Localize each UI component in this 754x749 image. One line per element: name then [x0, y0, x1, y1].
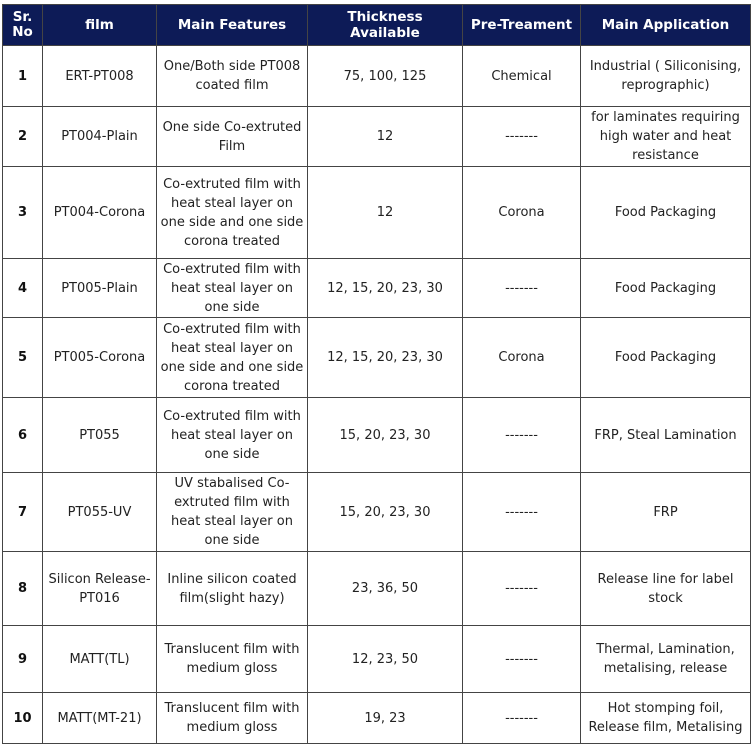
features-cell: One/Both side PT008 coated film [157, 46, 308, 107]
application-cell: Thermal, Lamination, metalising, release [581, 626, 751, 693]
application-cell: FRP [581, 473, 751, 552]
sr-no-cell: 5 [3, 318, 43, 398]
film-cell: PT005-Corona [43, 318, 157, 398]
film-spec-table-container [2, 4, 751, 744]
pretreatment-cell: ------- [463, 107, 581, 167]
application-cell: Hot stomping foil, Release film, Metalising [581, 693, 751, 744]
sr-no-cell: 6 [3, 398, 43, 473]
header-thickness: Thickness Available [308, 5, 463, 46]
features-cell: Translucent film with medium gloss [157, 693, 308, 744]
pretreatment-cell: Corona [463, 318, 581, 398]
pretreatment-cell: ------- [463, 626, 581, 693]
header-pre-treatment: Pre-Treament [463, 5, 581, 46]
header-row [3, 5, 751, 46]
film-cell: PT004-Plain [43, 107, 157, 167]
sr-no-cell: 1 [3, 46, 43, 107]
table-row [3, 693, 751, 744]
sr-no-cell: 3 [3, 167, 43, 259]
film-cell: ERT-PT008 [43, 46, 157, 107]
application-cell: for laminates requiring high water and heat resistance [581, 107, 751, 167]
application-cell: Industrial ( Siliconising, reprographic) [581, 46, 751, 107]
table-row [3, 46, 751, 107]
table-row [3, 398, 751, 473]
header-sr-no: Sr. No [3, 5, 43, 46]
pretreatment-cell: ------- [463, 473, 581, 552]
sr-no-cell: 4 [3, 259, 43, 318]
sr-no-cell: 9 [3, 626, 43, 693]
sr-no-cell: 10 [3, 693, 43, 744]
thickness-cell: 15, 20, 23, 30 [308, 473, 463, 552]
application-cell: Food Packaging [581, 318, 751, 398]
film-cell: MATT(MT-21) [43, 693, 157, 744]
pretreatment-cell: ------- [463, 693, 581, 744]
pretreatment-cell: ------- [463, 552, 581, 626]
application-cell: Release line for label stock [581, 552, 751, 626]
features-cell: One side Co-extruted Film [157, 107, 308, 167]
thickness-cell: 12 [308, 107, 463, 167]
sr-no-cell: 8 [3, 552, 43, 626]
film-cell: PT004-Corona [43, 167, 157, 259]
features-cell: Co-extruted film with heat steal layer on one side [157, 259, 308, 318]
table-row [3, 552, 751, 626]
header-film: film [43, 5, 157, 46]
features-cell: Inline silicon coated film(slight hazy) [157, 552, 308, 626]
thickness-cell: 12, 23, 50 [308, 626, 463, 693]
film-cell: Silicon Release-PT016 [43, 552, 157, 626]
film-cell: PT055 [43, 398, 157, 473]
thickness-cell: 19, 23 [308, 693, 463, 744]
table-row [3, 626, 751, 693]
header-main-features: Main Features [157, 5, 308, 46]
application-cell: FRP, Steal Lamination [581, 398, 751, 473]
table-row [3, 473, 751, 552]
header-main-application: Main Application [581, 5, 751, 46]
table-row [3, 167, 751, 259]
film-cell: MATT(TL) [43, 626, 157, 693]
features-cell: UV stabalised Co-extruted film with heat steal layer on one side [157, 473, 308, 552]
thickness-cell: 75, 100, 125 [308, 46, 463, 107]
thickness-cell: 23, 36, 50 [308, 552, 463, 626]
thickness-cell: 12, 15, 20, 23, 30 [308, 318, 463, 398]
application-cell: Food Packaging [581, 167, 751, 259]
features-cell: Co-extruted film with heat steal layer on one side and one side corona treated [157, 167, 308, 259]
pretreatment-cell: Chemical [463, 46, 581, 107]
film-spec-table [2, 4, 751, 744]
sr-no-cell: 7 [3, 473, 43, 552]
table-row [3, 259, 751, 318]
sr-no-cell: 2 [3, 107, 43, 167]
features-cell: Translucent film with medium gloss [157, 626, 308, 693]
thickness-cell: 15, 20, 23, 30 [308, 398, 463, 473]
pretreatment-cell: Corona [463, 167, 581, 259]
thickness-cell: 12 [308, 167, 463, 259]
film-cell: PT055-UV [43, 473, 157, 552]
features-cell: Co-extruted film with heat steal layer on one side [157, 398, 308, 473]
pretreatment-cell: ------- [463, 398, 581, 473]
features-cell: Co-extruted film with heat steal layer on one side and one side corona treated [157, 318, 308, 398]
table-row [3, 107, 751, 167]
application-cell: Food Packaging [581, 259, 751, 318]
thickness-cell: 12, 15, 20, 23, 30 [308, 259, 463, 318]
table-row [3, 318, 751, 398]
film-cell: PT005-Plain [43, 259, 157, 318]
pretreatment-cell: ------- [463, 259, 581, 318]
